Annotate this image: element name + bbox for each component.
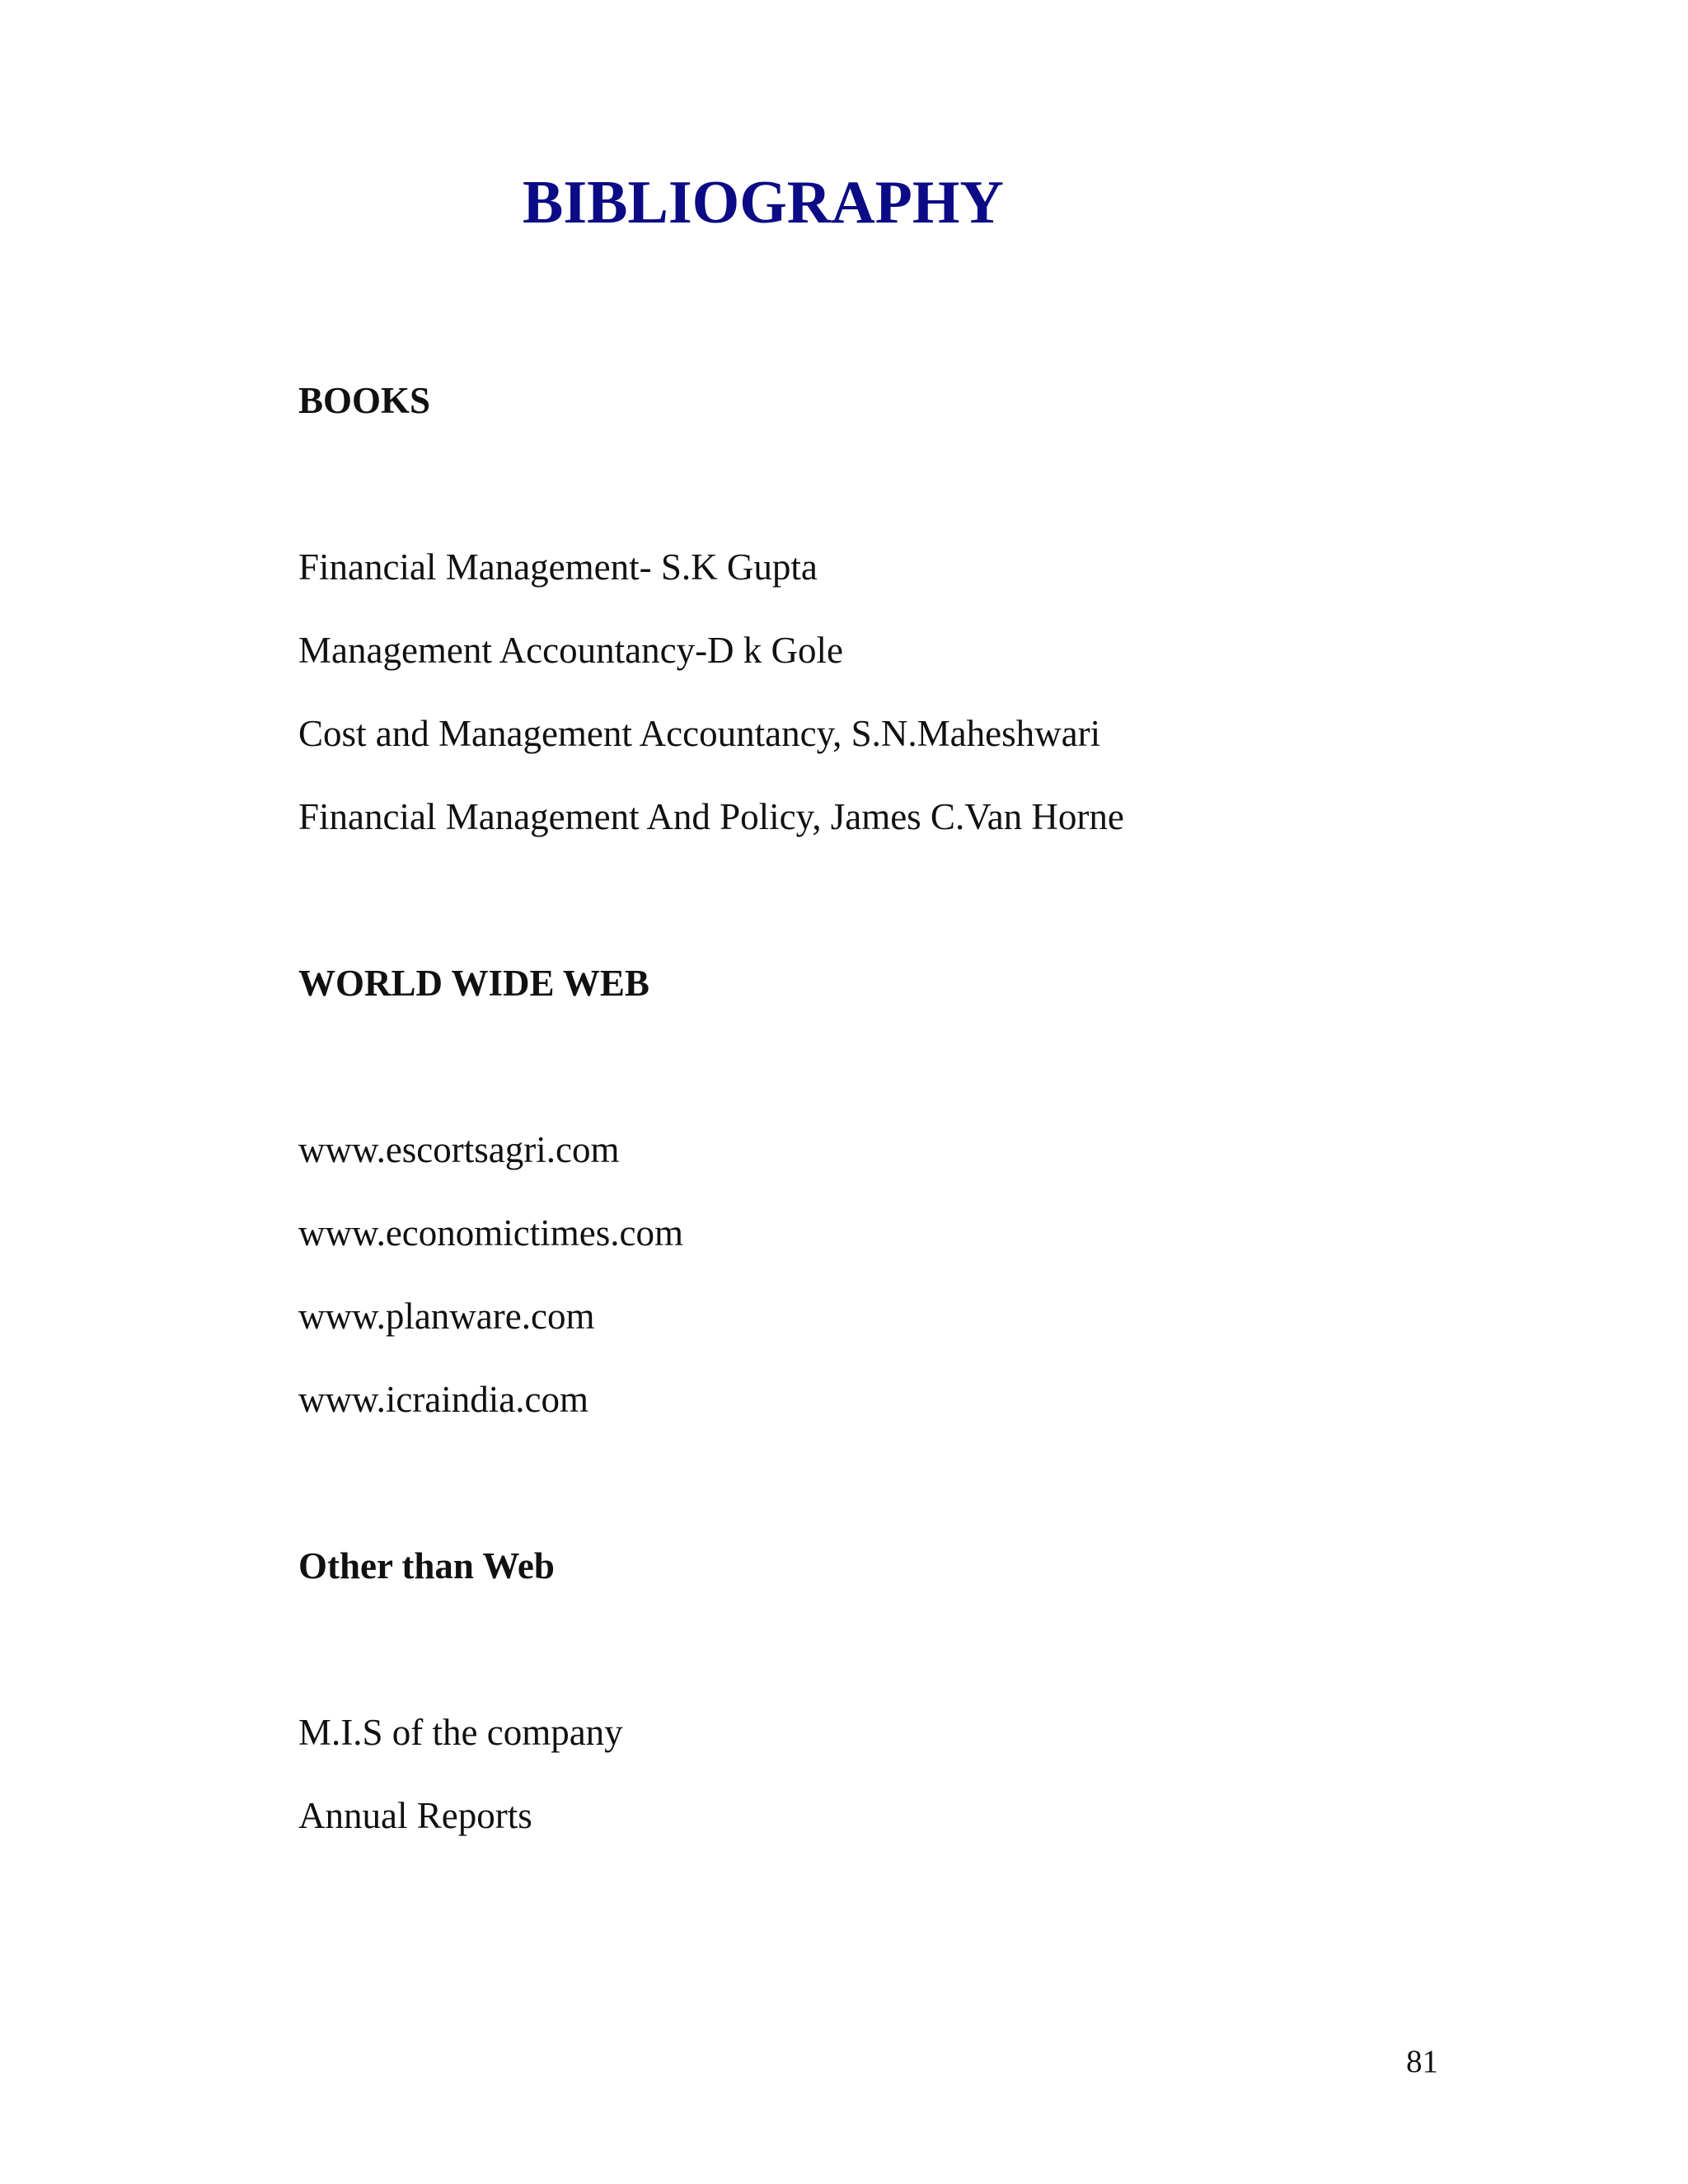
book-entry-4: Financial Management And Policy, James C.Van Horne <box>298 796 1124 837</box>
web-entry-1: www.escortsagri.com <box>298 1129 620 1170</box>
book-entry-3: Cost and Management Accountancy, S.N.Maheshwari <box>298 713 1101 754</box>
other-entry-2: Annual Reports <box>298 1795 532 1836</box>
other-heading: Other than Web <box>298 1545 555 1586</box>
web-entry-4: www.icraindia.com <box>298 1379 588 1420</box>
books-heading: BOOKS <box>298 380 431 421</box>
page-title: BIBLIOGRAPHY <box>523 169 1004 237</box>
page-number: 81 <box>1406 2044 1438 2079</box>
web-heading: WORLD WIDE WEB <box>298 963 649 1004</box>
book-entry-1: Financial Management- S.K Gupta <box>298 546 818 588</box>
web-entry-2: www.economictimes.com <box>298 1212 683 1254</box>
book-entry-2: Management Accountancy-D k Gole <box>298 630 844 671</box>
web-entry-3: www.planware.com <box>298 1296 595 1337</box>
other-entry-1: M.I.S of the company <box>298 1712 623 1753</box>
